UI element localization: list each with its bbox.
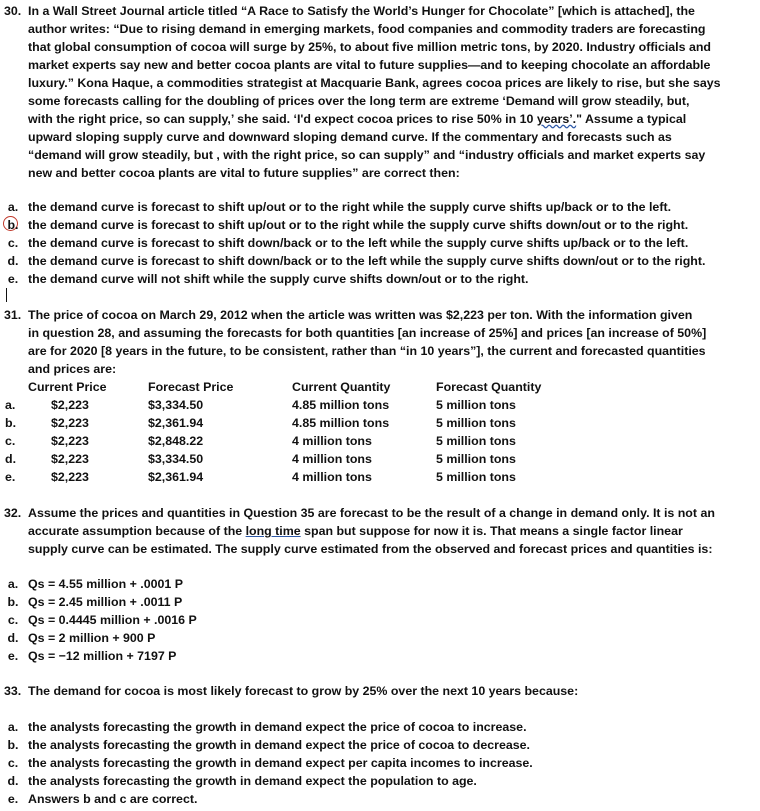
q32-option-b: Qs = 2.45 million + .0011 P — [28, 595, 183, 609]
q31-line: in question 28, and assuming the forecasts for both quantities [an increase of 25%] and prices [an increase of 50%] — [28, 326, 707, 340]
q31-line: The price of cocoa on March 29, 2012 when the article was written was $2,223 per ton. With the information given — [28, 308, 693, 322]
q32-line: Assume the prices and quantities in Question 35 are forecast to be the result of a change in demand only. It is not an — [28, 506, 715, 520]
q30-option-d-letter: d. — [7, 254, 19, 268]
q31-current-quantity: 4 million tons — [292, 470, 372, 484]
q31-row-letter: c. — [5, 434, 16, 448]
q32-line-2-start: accurate assumption because of the — [28, 524, 246, 538]
q30-line-7-start: with the right price, so can supply,’ she said. ‘I'd expect cocoa prices to rise 50% in 10 — [28, 112, 537, 126]
q31-row-letter: d. — [5, 452, 17, 466]
q30-line-7-end: " Assume a typical — [576, 112, 687, 126]
q33-option-c-letter: c. — [7, 756, 19, 770]
q31-row-letter: b. — [5, 416, 17, 430]
q30-option-e: the demand curve will not shift while the supply curve shifts down/out or to the right. — [28, 272, 529, 286]
q31-line: are for 2020 [8 years in the future, to be consistent, rather than “in 10 years”], the current and forecasted quantities — [28, 344, 706, 358]
header-current-price: Current Price — [28, 380, 107, 394]
q30-option-a: the demand curve is forecast to shift up/out or to the right while the supply curve shifts up/back or to the left. — [28, 200, 672, 214]
header-forecast-quantity: Forecast Quantity — [436, 380, 542, 394]
q33-option-b: the analysts forecasting the growth in demand expect the price of cocoa to decrease. — [28, 738, 530, 752]
q31-forecast-price: $2,848.22 — [148, 434, 204, 448]
text-cursor — [6, 288, 7, 302]
q30-option-c: the demand curve is forecast to shift down/back or to the left while the supply curve shifts up/back or to the left. — [28, 236, 689, 250]
header-forecast-price: Forecast Price — [148, 380, 234, 394]
q32-option-a: Qs = 4.55 million + .0001 P — [28, 577, 183, 591]
q31-current-price: $2,223 — [51, 452, 89, 466]
q30-option-a-letter: a. — [7, 200, 19, 214]
q31-current-price: $2,223 — [51, 470, 89, 484]
q32-option-d-letter: d. — [7, 631, 19, 645]
q30-line: author writes: “Due to rising demand in emerging markets, food companies and commodity traders are forecasting — [28, 22, 706, 36]
q31-line: and prices are: — [28, 362, 117, 376]
q33-option-a: the analysts forecasting the growth in demand expect the price of cocoa to increase. — [28, 720, 527, 734]
q30-option-b: the demand curve is forecast to shift up/out or to the right while the supply curve shifts down/out or to the right. — [28, 218, 689, 232]
grammar-underline: long time — [245, 524, 301, 538]
q31-current-price: $2,223 — [51, 416, 89, 430]
q33-line: The demand for cocoa is most likely forecast to grow by 25% over the next 10 years because: — [28, 684, 579, 698]
q30-line — [28, 110, 686, 128]
q30-line: In a Wall Street Journal article titled “A Race to Satisfy the World’s Hunger for Chocolate” [which is attached], the — [28, 4, 695, 18]
q32-number: 32. — [4, 506, 22, 520]
q31-forecast-quantity: 5 million tons — [436, 452, 516, 466]
q30-line: new and better cocoa plants are vital to future supplies” are correct then: — [28, 166, 460, 180]
q30-line: some forecasts calling for the doubling of prices over the long term are extreme ‘Demand will grow steadily, but, — [28, 94, 690, 108]
q32-line — [28, 522, 683, 540]
q32-option-a-letter: a. — [7, 577, 19, 591]
q31-current-price: $2,223 — [51, 398, 89, 412]
q31-forecast-price: $3,334.50 — [148, 398, 204, 412]
q33-option-e-letter: e. — [7, 792, 19, 806]
q30-line: luxury.” Kona Haque, a commodities strategist at Macquarie Bank, agrees cocoa prices are likely to rise, but she says — [28, 76, 721, 90]
q33-option-a-letter: a. — [7, 720, 19, 734]
q31-forecast-quantity: 5 million tons — [436, 470, 516, 484]
q33-option-d: the analysts forecasting the growth in demand expect the population to age. — [28, 774, 477, 788]
q31-forecast-price: $3,334.50 — [148, 452, 204, 466]
q33-option-d-letter: d. — [7, 774, 19, 788]
q31-current-quantity: 4.85 million tons — [292, 398, 390, 412]
spellcheck-underline: years’. — [536, 112, 577, 126]
q31-forecast-quantity: 5 million tons — [436, 434, 516, 448]
q30-line: that global consumption of cocoa will surge by 25%, to about five million metric tons, by 2020. Industry officials and — [28, 40, 711, 54]
q31-forecast-quantity: 5 million tons — [436, 416, 516, 430]
q33-option-e: Answers b and c are correct. — [28, 792, 198, 806]
q31-row-letter: e. — [5, 470, 16, 484]
q30-line: upward sloping supply curve and downward sloping demand curve. If the commentary and forecasts such as — [28, 130, 672, 144]
q31-current-quantity: 4 million tons — [292, 452, 372, 466]
q32-option-d: Qs = 2 million + 900 P — [28, 631, 156, 645]
q32-option-e-letter: e. — [7, 649, 19, 663]
q30-option-c-letter: c. — [7, 236, 19, 250]
q31-forecast-quantity: 5 million tons — [436, 398, 516, 412]
q33-option-b-letter: b. — [7, 738, 19, 752]
q33-option-c: the analysts forecasting the growth in demand expect per capita incomes to increase. — [28, 756, 533, 770]
header-current-quantity: Current Quantity — [292, 380, 391, 394]
q30-option-d: the demand curve is forecast to shift down/back or to the left while the supply curve shifts down/out or to the right. — [28, 254, 706, 268]
q32-option-b-letter: b. — [7, 595, 19, 609]
q30-line: “demand will grow steadily, but , with the right price, so can supply” and “industry officials and market experts say — [28, 148, 706, 162]
q32-line: supply curve can be estimated. The supply curve estimated from the observed and forecast prices and quantities is: — [28, 542, 713, 556]
q31-current-price: $2,223 — [51, 434, 89, 448]
q31-forecast-price: $2,361.94 — [148, 470, 204, 484]
q31-row-letter: a. — [5, 398, 16, 412]
q31-number: 31. — [4, 308, 22, 322]
q33-number: 33. — [4, 684, 22, 698]
q32-line-2-end: span but suppose for now it is. That means a single factor linear — [300, 524, 683, 538]
q31-current-quantity: 4 million tons — [292, 434, 372, 448]
q30-line: market experts say new and better cocoa plants are vital to future supplies—and to keeping chocolate an affordable — [28, 58, 711, 72]
q30-option-b-letter: b. — [7, 218, 19, 232]
q32-option-c-letter: c. — [7, 613, 19, 627]
q32-option-e: Qs = −12 million + 7197 P — [28, 649, 177, 663]
q31-forecast-price: $2,361.94 — [148, 416, 204, 430]
q32-option-c: Qs = 0.4445 million + .0016 P — [28, 613, 197, 627]
q30-number: 30. — [4, 4, 22, 18]
q30-option-e-letter: e. — [7, 272, 19, 286]
q31-current-quantity: 4.85 million tons — [292, 416, 390, 430]
